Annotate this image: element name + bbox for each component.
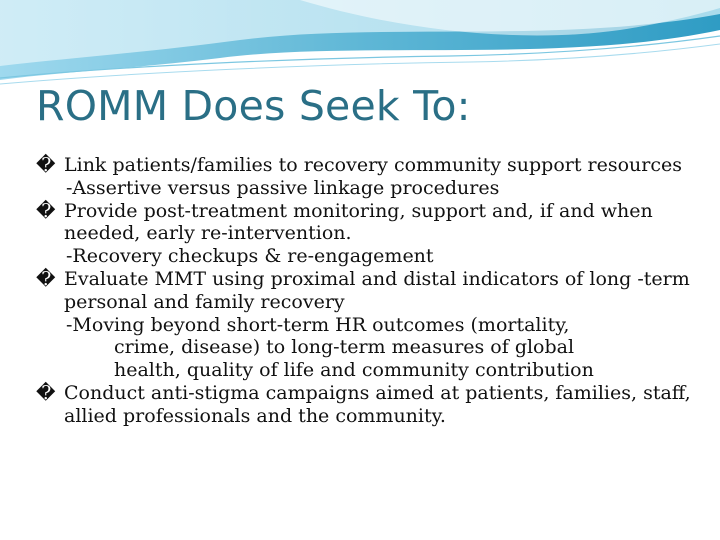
slide-title: ROMM Does Seek To: [36, 82, 471, 130]
slide-body [36, 154, 696, 428]
bullet-glyph: � [36, 267, 56, 290]
bullet-glyph: � [36, 199, 56, 222]
bullet-item [36, 200, 696, 246]
bullet-item [36, 382, 696, 428]
bullet-text: Provide post-treatment monitoring, support and, if and when needed, early re-intervention. [64, 199, 653, 245]
sub-bullet-line: crime, disease) to long-term measures of global [114, 336, 575, 359]
bullet-text: Evaluate MMT using proximal and distal indicators of long -term personal and family recovery [64, 267, 690, 313]
bullet-glyph: � [36, 154, 56, 176]
bullet-text: Conduct anti-stigma campaigns aimed at patients, families, staff, allied professionals and the community. [64, 381, 691, 427]
sub-bullet-line: health, quality of life and community contribution [114, 359, 594, 382]
sub-bullet-item: -Assertive versus passive linkage procedures [66, 176, 500, 199]
bullet-item [36, 268, 696, 314]
bullet-glyph: � [36, 381, 56, 404]
bullet-text: Link patients/families to recovery community support resources [64, 154, 683, 176]
sub-bullet-item [36, 314, 696, 382]
decorative-wave-header [0, 0, 720, 90]
sub-bullet-item: -Recovery checkups & re-engagement [66, 245, 434, 268]
bullet-item [36, 154, 696, 177]
sub-bullet-line: -Moving beyond short-term HR outcomes (mortality, [66, 313, 570, 336]
